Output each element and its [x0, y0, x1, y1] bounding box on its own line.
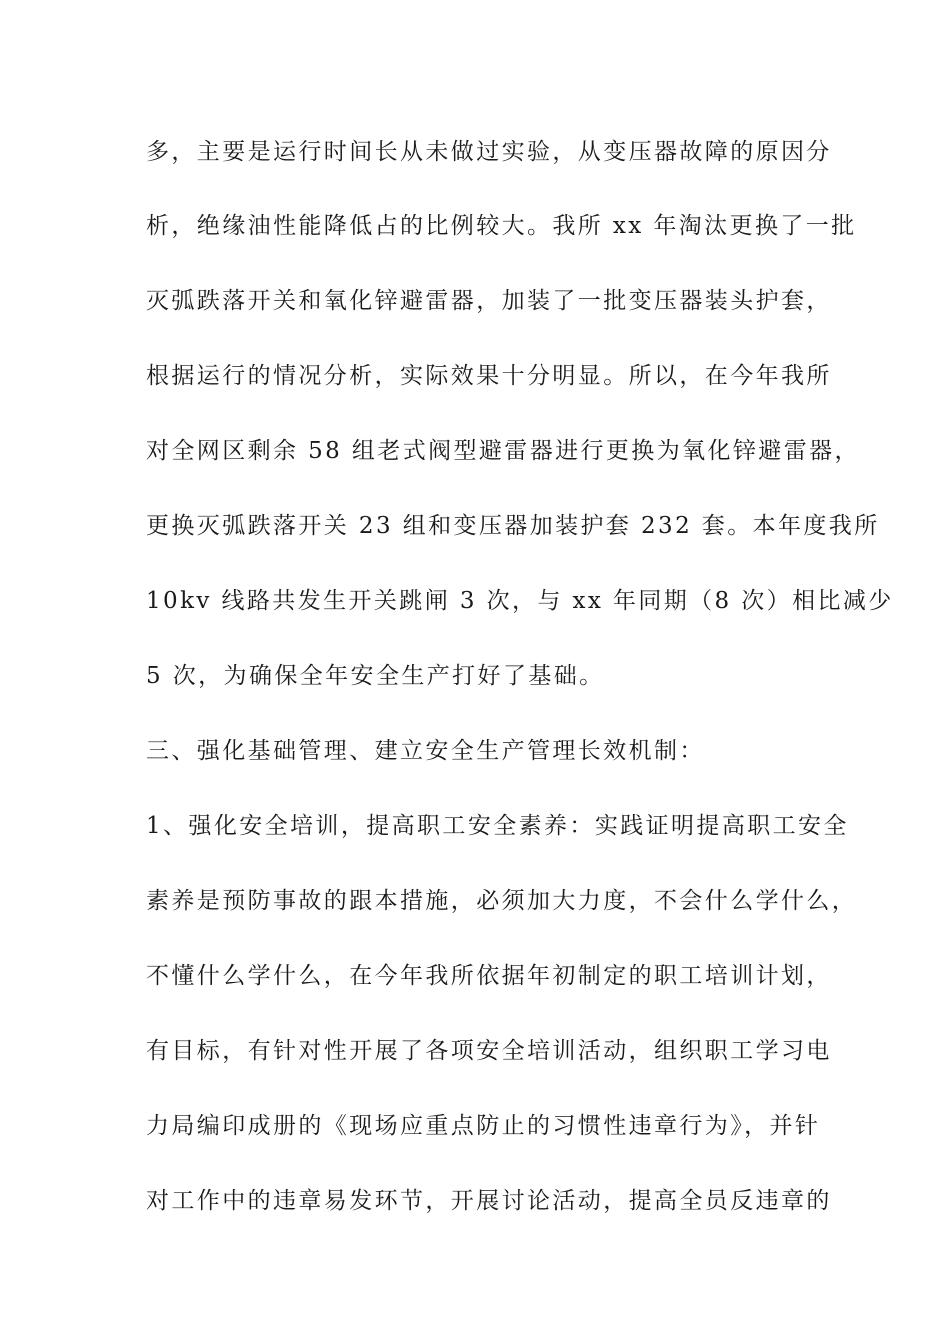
text-line-7: 10kv 线路共发生开关跳闸 3 次，与 xx 年同期（8 次）相比减少 [146, 588, 894, 614]
text-line-5: 对全网区剩余 58 组老式阀型避雷器进行更换为氧化锌避雷器， [146, 438, 860, 464]
text-line-12: 不懂什么学什么，在今年我所依据年初制定的职工培训计划， [146, 963, 832, 989]
text-line-2: 析，绝缘油性能降低占的比例较大。我所 xx 年淘汰更换了一批 [146, 213, 857, 239]
text-line-14: 力局编印成册的《现场应重点防止的习惯性违章行为》，并针 [146, 1113, 821, 1139]
text-line-8: 5 次，为确保全年安全生产打好了基础。 [146, 663, 605, 689]
text-line-6: 更换灭弧跌落开关 23 组和变压器加装护套 232 套。本年度我所 [146, 513, 880, 539]
text-line-10: 1、强化安全培训，提高职工安全素养：实践证明提高职工安全 [146, 813, 849, 839]
text-line-15: 对工作中的违章易发环节，开展讨论活动，提高全员反违章的 [146, 1188, 832, 1214]
text-line-13: 有目标，有针对性开展了各项安全培训活动，组织职工学习电 [146, 1038, 832, 1064]
text-line-3: 灭弧跌落开关和氧化锌避雷器，加装了一批变压器装头护套， [146, 288, 832, 314]
section-heading: 三、强化基础管理、建立安全生产管理长效机制： [146, 738, 705, 764]
text-line-4: 根据运行的情况分析，实际效果十分明显。所以，在今年我所 [146, 363, 832, 389]
text-line-11: 素养是预防事故的跟本措施，必须加大力度，不会什么学什么， [146, 888, 858, 914]
text-line-1: 多，主要是运行时间长从未做过实验，从变压器故障的原因分 [146, 139, 832, 165]
